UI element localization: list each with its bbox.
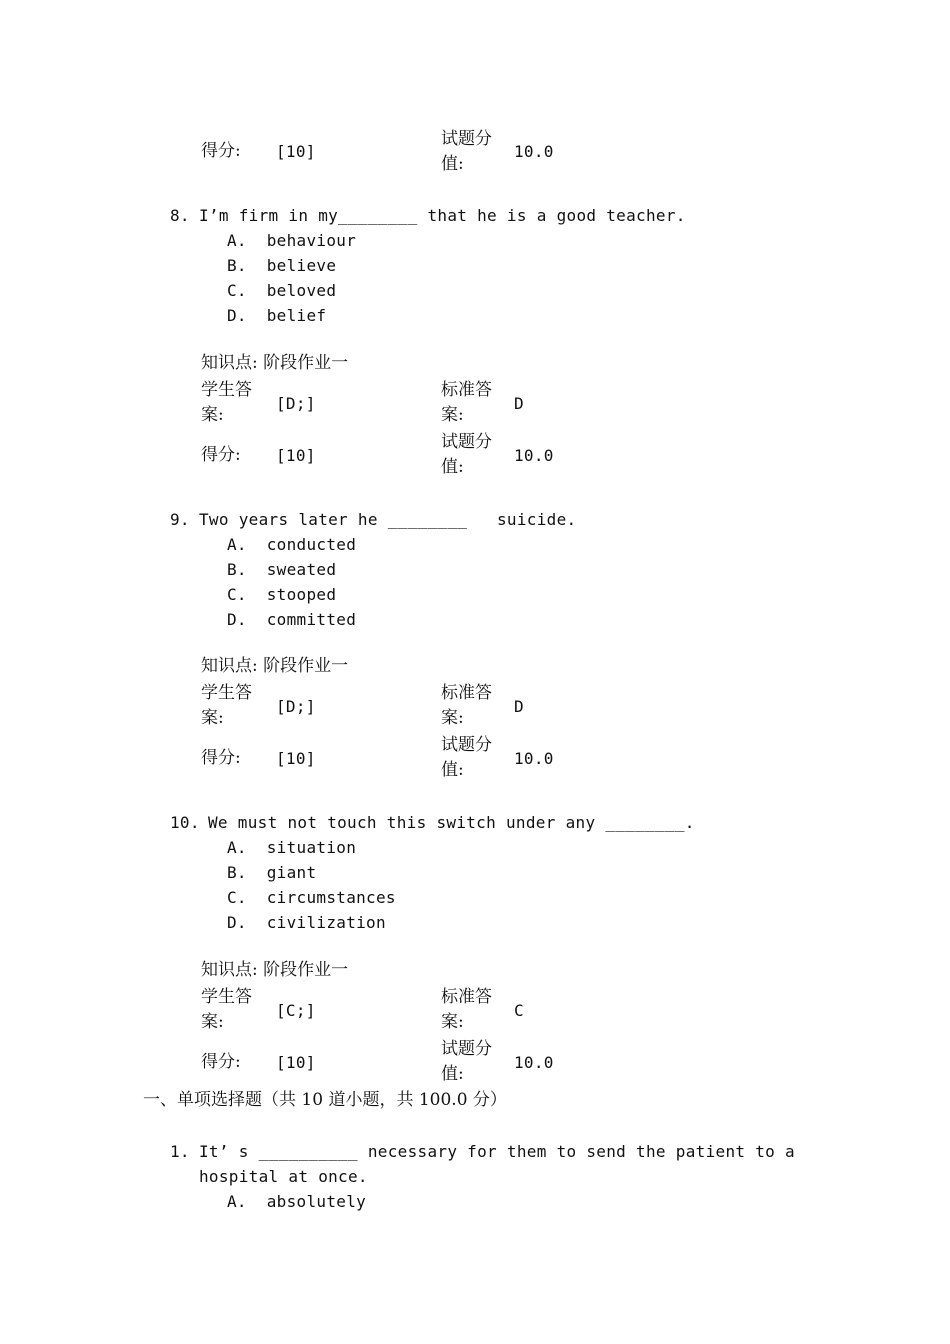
score-label: 得分:: [201, 748, 241, 768]
option-a: A. absolutely: [227, 1192, 367, 1211]
points-label: 试题分 值:: [441, 735, 492, 780]
points-value: 10.0: [514, 142, 554, 161]
option-c: C. circumstances: [227, 888, 396, 907]
points-label: 试题分 值:: [441, 432, 492, 477]
points-value: 10.0: [514, 1053, 554, 1072]
score-label: 得分:: [201, 445, 241, 465]
knowledge-point: 知识点: 阶段作业一: [201, 656, 349, 676]
standard-answer-value: C: [514, 1001, 524, 1020]
question-stem-line-1: It’ s __________ necessary for them to send the patient to a: [199, 1142, 795, 1161]
points-value: 10.0: [514, 446, 554, 465]
points-value: 10.0: [514, 749, 554, 768]
option-b: B. believe: [227, 256, 337, 275]
points-label: 试题分 值:: [441, 1039, 492, 1084]
standard-answer-label: 标准答 案:: [441, 987, 492, 1032]
section-heading: 一、单项选择题（共 10 道小题，共 100.0 分）: [143, 1090, 507, 1110]
student-answer-value: [D;]: [276, 697, 316, 716]
score-label: 得分:: [201, 141, 241, 161]
score-value: [10]: [276, 749, 316, 768]
standard-answer-label: 标准答 案:: [441, 683, 492, 728]
score-label: 得分:: [201, 1052, 241, 1072]
option-a: A. situation: [227, 838, 357, 857]
question-number: 9.: [170, 510, 190, 529]
question-stem: I’m firm in my________ that he is a good teacher.: [199, 206, 686, 225]
question-number: 8.: [170, 206, 190, 225]
standard-answer-value: D: [514, 697, 524, 716]
score-value: [10]: [276, 446, 316, 465]
score-value: [10]: [276, 1053, 316, 1072]
option-c: C. beloved: [227, 281, 337, 300]
option-b: B. giant: [227, 863, 317, 882]
knowledge-point: 知识点: 阶段作业一: [201, 353, 349, 373]
student-answer-label: 学生答 案:: [201, 683, 252, 728]
question-number: 10.: [170, 813, 200, 832]
score-value: [10]: [276, 142, 316, 161]
knowledge-point: 知识点: 阶段作业一: [201, 960, 349, 980]
student-answer-label: 学生答 案:: [201, 380, 252, 425]
option-d: D. civilization: [227, 913, 386, 932]
option-d: D. committed: [227, 610, 357, 629]
option-c: C. stooped: [227, 585, 337, 604]
option-d: D. belief: [227, 306, 327, 325]
question-stem: We must not touch this switch under any ________.: [208, 813, 695, 832]
question-number: 1.: [170, 1142, 190, 1161]
option-b: B. sweated: [227, 560, 337, 579]
student-answer-value: [C;]: [276, 1001, 316, 1020]
option-a: A. conducted: [227, 535, 357, 554]
question-stem-line-2: hospital at once.: [199, 1167, 368, 1186]
standard-answer-value: D: [514, 394, 524, 413]
points-label: 试题分 值:: [441, 129, 492, 174]
question-stem: Two years later he ________ suicide.: [199, 510, 577, 529]
student-answer-label: 学生答 案:: [201, 987, 252, 1032]
standard-answer-label: 标准答 案:: [441, 380, 492, 425]
student-answer-value: [D;]: [276, 394, 316, 413]
option-a: A. behaviour: [227, 231, 357, 250]
